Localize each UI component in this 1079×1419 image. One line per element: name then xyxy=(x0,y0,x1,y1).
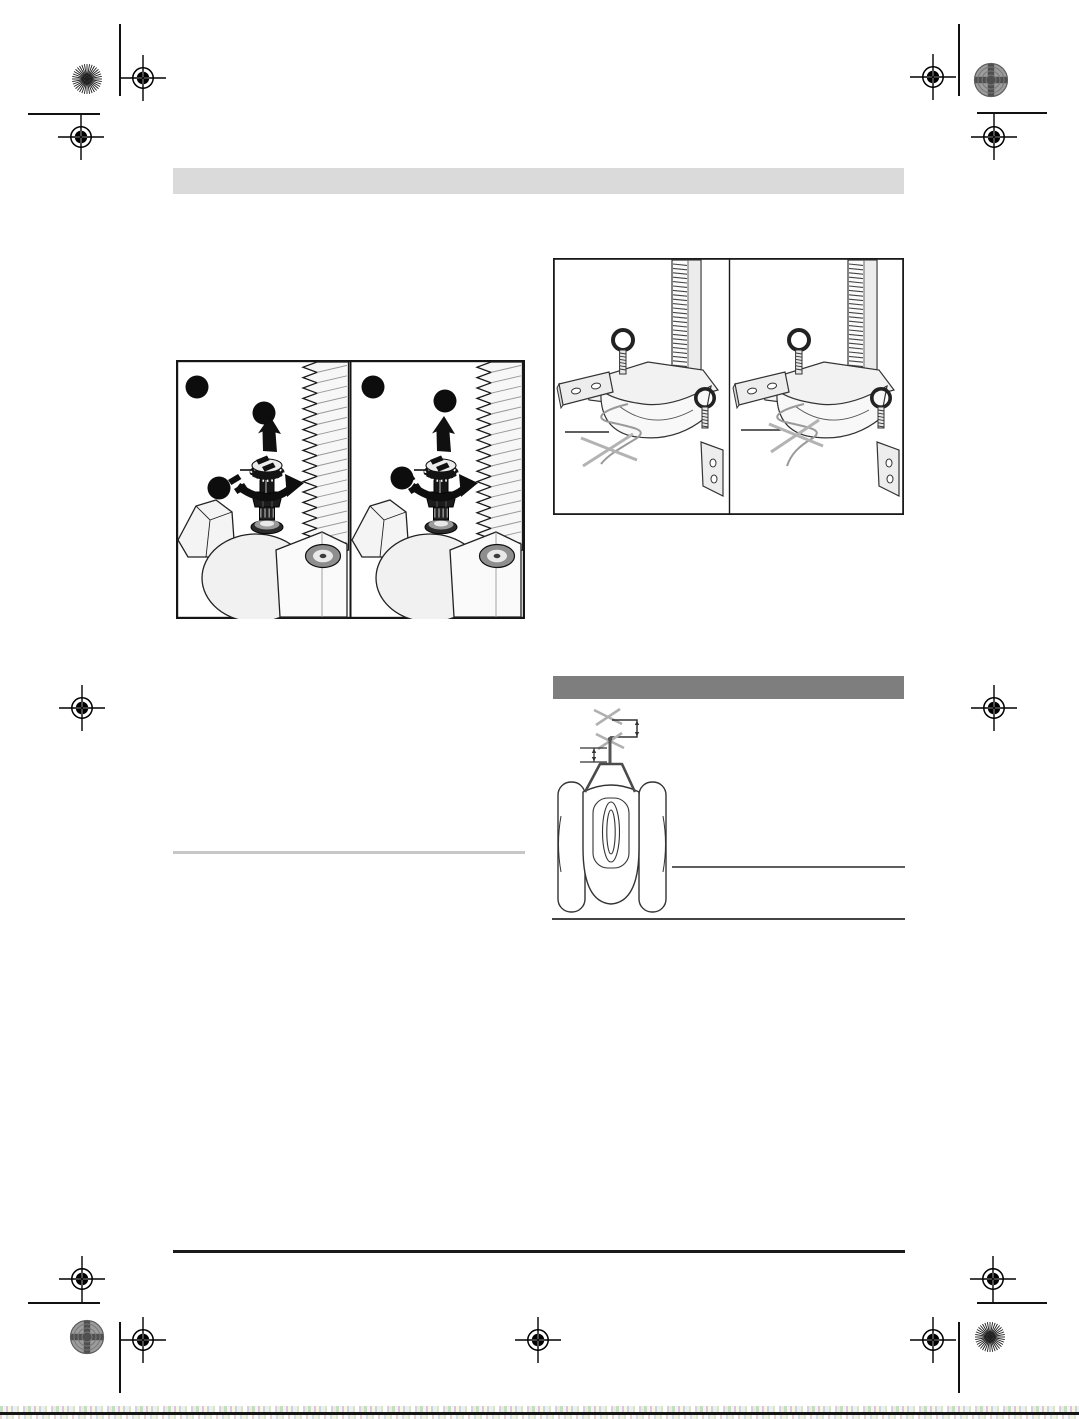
crop-line xyxy=(119,1322,121,1393)
registration-mark-icon xyxy=(514,1316,562,1364)
crop-line xyxy=(28,1302,100,1304)
registration-mark-icon xyxy=(58,684,106,732)
registration-mark-icon xyxy=(119,1316,167,1364)
crop-line xyxy=(958,1322,960,1393)
figure-knob-adjustment xyxy=(176,360,525,619)
crosshatch-disc-icon xyxy=(973,62,1009,98)
crop-line xyxy=(119,24,121,96)
crop-line xyxy=(977,1302,1047,1304)
registration-mark-icon xyxy=(970,113,1018,161)
crosshatch-disc-icon xyxy=(69,1319,105,1355)
registration-mark-icon xyxy=(119,54,167,102)
registration-mark-icon xyxy=(909,53,957,101)
figure-dimension-diagram xyxy=(550,698,910,928)
footer-rule xyxy=(173,1250,905,1253)
registration-mark-icon xyxy=(909,1316,957,1364)
crossed-out-value xyxy=(594,709,622,725)
crop-line xyxy=(958,24,960,96)
figure-stand-base xyxy=(553,258,904,515)
sunburst-disc-icon xyxy=(974,1321,1006,1353)
registration-mark-icon xyxy=(57,113,105,161)
registration-mark-icon xyxy=(969,1255,1017,1303)
section-heading-bar xyxy=(553,676,904,699)
color-calibration-strip xyxy=(0,1406,1079,1419)
registration-mark-icon xyxy=(58,1255,106,1303)
sunburst-disc-icon xyxy=(71,63,103,95)
page-header-bar xyxy=(173,168,904,194)
registration-mark-icon xyxy=(970,684,1018,732)
column-divider-line xyxy=(173,851,525,854)
crop-line xyxy=(28,113,100,115)
crop-line xyxy=(977,112,1047,114)
